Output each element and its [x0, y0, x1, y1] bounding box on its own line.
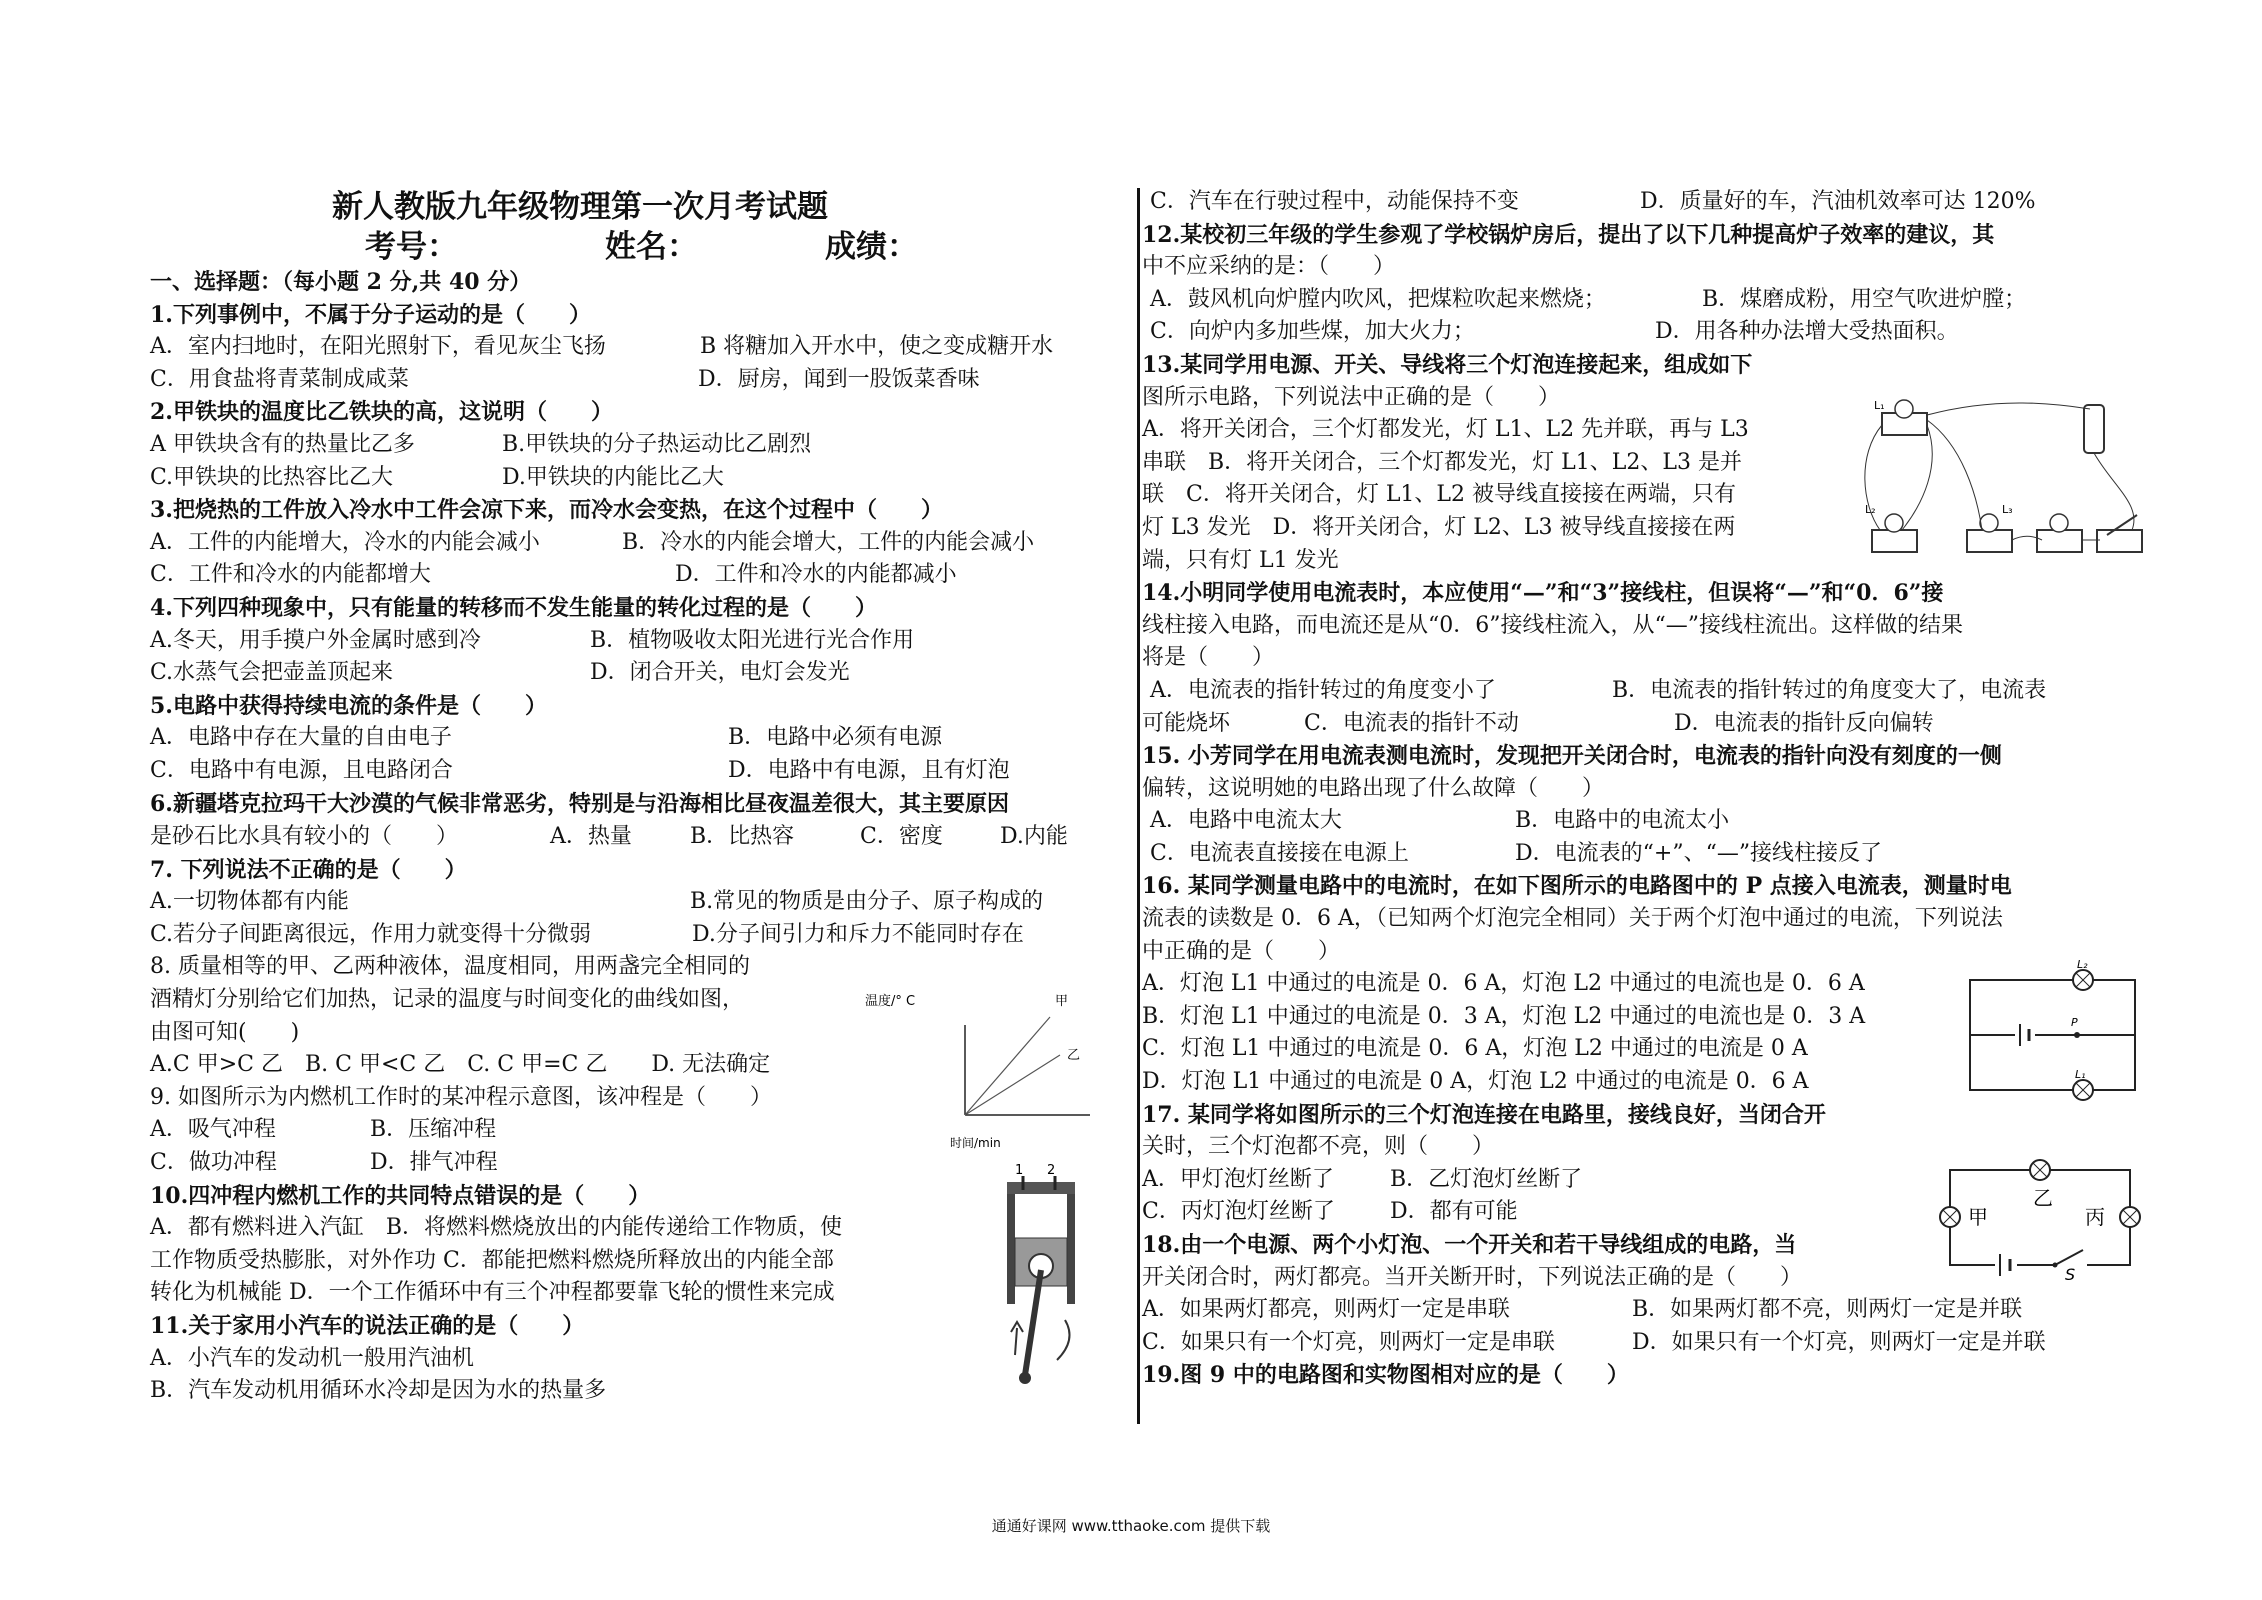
q8-options: A.C 甲>C 乙 B. C 甲<C 乙 C. C 甲=C 乙 D. 无法确定 [150, 1052, 771, 1078]
q12-options-row2 [1142, 316, 2142, 349]
q6-option-d: D.内能 [1000, 824, 1068, 850]
q15-options-row1 [1142, 805, 2142, 838]
temperature-time-graph [855, 985, 1095, 1150]
q16-option-d: D．灯泡 L1 中通过的电流是 0 A，灯泡 L2 中通过的电流是 0．6 A [1142, 1069, 1809, 1095]
question-6-line1 [150, 788, 1135, 822]
exam-no-label: 考号： [365, 229, 458, 265]
q13-text-line3: A．将开关闭合，三个灯都发光，灯 L1、L2 先并联，再与 L3 [1142, 417, 1749, 443]
question-13-line2: 图所示电路，下列说法中正确的是（ ） [1142, 384, 1561, 410]
q3-option-a: A．工件的内能增大，冷水的内能会减小 [150, 529, 540, 555]
question-14-line2: 线柱接入电路，而电流还是从“0．6”接线柱流入，从“—”接线柱流出。这样做的结果 [1142, 612, 1963, 638]
cylinder-wall-right [1067, 1194, 1075, 1304]
q12-option-c: C．向炉内多加些煤，加大火力； [1150, 319, 1475, 345]
lamp-l2-bulb [1885, 514, 1903, 532]
q18-option-c: C．如果只有一个灯亮，则两灯一定是串联 [1142, 1329, 1555, 1355]
q14-option-d: D．电流表的指针反向偏转 [1674, 710, 1934, 736]
lamp-l3-bulb [1980, 514, 1998, 532]
lamp-jia-label: 甲 [1968, 1205, 1988, 1229]
lamp-l2-label: L₂ [1865, 503, 1876, 516]
q11-option-c: C．汽车在行驶过程中，动能保持不变 [1150, 189, 1519, 214]
q10-options-line3: 转化为机械能 D．一个工作循环中有三个冲程都要靠飞轮的惯性来完成 [150, 1280, 835, 1306]
q5-option-c: C．电路中有电源，且电路闭合 [150, 757, 453, 783]
q1-option-d: D．厨房，闻到一股饭菜香味 [698, 366, 980, 392]
question-12-line1: 12.某校初三年级的学生参观了学校锅炉房后，提出了以下几种提高炉子效率的建议，其 [1142, 221, 1995, 248]
q4-option-d: D．闭合开关，电灯会发光 [590, 660, 850, 686]
q4-options-row2 [150, 657, 1135, 690]
question-16-line2: 流表的读数是 0．6 A，（已知两个灯泡完全相同）关于两个灯泡中通过的电流，下列说法 [1142, 906, 2003, 932]
q1-option-a: A．室内扫地时，在阳光照射下，看见灰尘飞扬 [150, 334, 606, 360]
q10-options-line1: A．都有燃料进入汽缸 B．将燃料燃烧放出的内能传递给工作物质，使 [150, 1215, 843, 1241]
q16-option-a: A．灯泡 L1 中通过的电流是 0．6 A，灯泡 L2 中通过的电流也是 0．6 A [1142, 971, 1865, 997]
question-14-line3: 将是（ ） [1142, 645, 1275, 671]
q3-option-b: B．冷水的内能会增大，工件的内能会减小 [622, 529, 1035, 555]
q16-option-c: C．灯泡 L1 中通过的电流是 0．6 A，灯泡 L2 中通过的电流是 0 A [1142, 1036, 1808, 1062]
q11-option-b: B．汽车发动机用循环水冷却是因为水的热量多 [150, 1378, 607, 1404]
switch-pivot [2053, 1263, 2058, 1268]
graph-x-label: 时间/min [950, 1136, 1001, 1150]
question-6-text: 6.新疆塔克拉玛干大沙漠的气候非常恶劣，特别是与沿海相比昼夜温差很大，其主要原因 [150, 790, 1009, 817]
cylinder-head [1007, 1182, 1075, 1194]
lamp-l1-label: L₁ [1874, 399, 1885, 412]
lamp-4-base [2037, 530, 2082, 552]
rotation-arrow-icon [1057, 1320, 1070, 1360]
q15-option-b: B．电路中的电流太小 [1515, 808, 1730, 834]
q5-options-row2 [150, 755, 1135, 788]
lamp-4-bulb [2050, 514, 2068, 532]
q15-option-c: C．电流表直接接在电源上 [1150, 840, 1409, 866]
question-12-line2: 中不应采纳的是：（ ） [1142, 254, 1396, 280]
name-label: 姓名： [605, 229, 698, 265]
q13-text-line4: 串联 B．将开关闭合，三个灯都发光，灯 L1、L2、L3 是并 [1142, 449, 1742, 475]
q6-option-a: A．热量 [550, 824, 632, 850]
q7-option-a: A.一切物体都有内能 [150, 889, 349, 915]
q14-option-c: C．电流表的指针不动 [1304, 710, 1519, 736]
graph-y-label: 温度/° C [865, 994, 916, 1009]
lamp-yi-label: 乙 [2033, 1186, 2053, 1210]
q2-option-b: B.甲铁块的分子热运动比乙剧烈 [502, 431, 812, 457]
q11-option-a: A．小汽车的发动机一般用汽油机 [150, 1345, 474, 1371]
q14-option-a: A．电流表的指针转过的角度变小了 [1150, 677, 1496, 703]
question-16-line1: 16. 某同学测量电路中的电流时，在如下图所示的电路图中的 P 点接入电流表，测量时电 [1142, 873, 2012, 900]
lamp-l1-label: L₁ [2075, 1068, 2086, 1081]
q17-option-c: C．丙灯泡灯丝断了 [1142, 1199, 1335, 1225]
q14-options-row1 [1142, 675, 2142, 708]
q11-options-cd [1142, 186, 2142, 219]
q13-text-line5: 联 C．将开关闭合，灯 L1、L2 被导线直接接在两端，只有 [1142, 482, 1737, 508]
q15-option-d: D．电流表的“+”、“—”接线柱接反了 [1515, 840, 1883, 866]
score-label: 成绩： [825, 229, 918, 265]
q14-option-b: B．电流表的指针转过的角度变大了，电流表 [1612, 677, 2047, 703]
graph-line-yi [965, 1055, 1060, 1115]
q12-option-b: B．煤磨成粉，用空气吹进炉膛； [1702, 286, 2027, 312]
q7-options-row2 [150, 919, 1135, 952]
q16-circuit-diagram [1965, 960, 2145, 1105]
question-10: 10.四冲程内燃机工作的共同特点错误的是（ ） [150, 1182, 651, 1209]
q7-option-d: D.分子间引力和斥力不能同时存在 [692, 921, 1024, 947]
q4-option-b: B．植物吸收太阳光进行光合作用 [590, 627, 915, 653]
q15-option-a: A．电路中电流太大 [1150, 808, 1342, 834]
column-divider [1137, 188, 1140, 1424]
q5-options-row1 [150, 722, 1135, 755]
question-15-line2: 偏转，这说明她的电路出现了什么故障（ ） [1142, 775, 1605, 801]
q9-option-a: A．吸气冲程 [150, 1117, 276, 1143]
lamp-l2-base [1872, 530, 1917, 552]
question-4: 4.下列四种现象中，只有能量的转移而不发生能量的转化过程的是（ ） [150, 594, 877, 621]
q7-option-b: B.常见的物质是由分子、原子构成的 [690, 889, 1044, 915]
question-17-line2: 关时，三个灯泡都不亮，则（ ） [1142, 1134, 1495, 1160]
battery-icon [2084, 405, 2104, 453]
point-p-label: P [2071, 1016, 2078, 1029]
question-8-line3: 由图可知( ) [150, 1019, 300, 1045]
q10-options-line2: 工作物质受热膨胀，对外作功 C．都能把燃料燃烧所释放出的内能全部 [150, 1247, 834, 1273]
question-3: 3.把烧热的工件放入冷水中工件会凉下来，而冷水会变热，在这个过程中（ ） [150, 497, 943, 524]
switch-lever [2107, 515, 2137, 535]
q2-options-row2 [150, 462, 1135, 495]
q9-option-d: D．排气冲程 [370, 1150, 498, 1176]
q9-option-c: C．做功冲程 [150, 1150, 277, 1176]
question-17-line1: 17. 某同学将如图所示的三个灯泡连接在电路里，接线良好，当闭合开 [1142, 1101, 1826, 1128]
q12-options-row1 [1142, 284, 2142, 317]
q15-options-row2 [1142, 838, 2142, 871]
question-13-line1: 13.某同学用电源、开关、导线将三个灯泡连接起来，组成如下 [1142, 351, 1753, 378]
switch-base [2097, 530, 2142, 552]
graph-label-yi: 乙 [1067, 1048, 1081, 1063]
q1-options-row1 [150, 331, 1135, 364]
question-1: 1.下列事例中，不属于分子运动的是（ ） [150, 301, 591, 328]
q3-option-d: D．工件和冷水的内能都减小 [675, 562, 957, 588]
engine-valve-2-label: 2 [1047, 1163, 1056, 1178]
battery-gap [2015, 1025, 2035, 1045]
q18-option-b: B．如果两灯都不亮，则两灯一定是并联 [1632, 1297, 2023, 1323]
q13-text-line7: 端，只有灯 L1 发光 [1142, 547, 1339, 573]
q6-stem-end: 是砂石比水具有较小的（ ） [150, 824, 459, 850]
q2-option-c: C.甲铁块的比热容比乙大 [150, 464, 394, 490]
battery-gap [1995, 1255, 2017, 1275]
q3-options-row1 [150, 527, 1135, 560]
wire [1927, 403, 2090, 415]
question-8-line2: 酒精灯分别给它们加热，记录的温度与时间变化的曲线如图， [150, 987, 745, 1013]
q17-option-a: A．甲灯泡灯丝断了 [1142, 1166, 1334, 1192]
q5-option-d: D．电路中有电源，且有灯泡 [728, 757, 1010, 783]
q18-option-a: A．如果两灯都亮，则两灯一定是串联 [1142, 1297, 1510, 1323]
q7-option-c: C.若分子间距离很远，作用力就变得十分微弱 [150, 921, 592, 947]
q18-options-row2 [1142, 1327, 2142, 1360]
wire [1902, 425, 1932, 530]
cylinder-wall-left [1007, 1194, 1015, 1304]
question-9: 9. 如图所示为内燃机工作时的某冲程示意图，该冲程是（ ） [150, 1084, 772, 1110]
switch-s-label: S [2065, 1265, 2076, 1280]
q6-option-b: B．比热容 [690, 824, 795, 850]
lamp-l3-base [1967, 530, 2012, 552]
engine-valve-1-label: 1 [1015, 1163, 1024, 1178]
q9-options-row2 [150, 1147, 1135, 1180]
q12-option-d: D．用各种办法增大受热面积。 [1655, 319, 1959, 345]
point-p [2074, 1032, 2080, 1038]
q14-option-b-end: 可能烧坏 [1142, 710, 1231, 736]
page-footer: 通通好课网 www.tthaoke.com 提供下载 [991, 1517, 1271, 1535]
q11-option-d: D．质量好的车，汽油机效率可达 120% [1640, 189, 2036, 214]
section-heading: 一、选择题：（每小题 2 分,共 40 分） [150, 269, 532, 295]
lamp-l2-label: L₂ [2077, 960, 2088, 971]
q17-option-d: D．都有可能 [1390, 1199, 1518, 1225]
q5-option-a: A．电路中存在大量的自由电子 [150, 725, 452, 751]
q18-options-row1 [1142, 1294, 2142, 1327]
question-11: 11.关于家用小汽车的说法正确的是（ ） [150, 1313, 585, 1339]
q4-option-a: A.冬天，用手摸户外金属时感到冷 [150, 627, 481, 653]
q1-option-b: B 将糖加入开水中，使之变成糖开水 [700, 334, 1054, 360]
arrow-up-icon [1015, 1328, 1017, 1355]
q2-option-d: D.甲铁块的内能比乙大 [502, 464, 724, 490]
q4-option-c: C.水蒸气会把壶盖顶起来 [150, 660, 394, 686]
crank-pin [1019, 1372, 1031, 1384]
q13-circuit-diagram [1862, 395, 2147, 570]
q2-option-a: A 甲铁块含有的热量比乙多 [150, 431, 415, 457]
question-2: 2.甲铁块的温度比乙铁块的高，这说明（ ） [150, 399, 613, 426]
question-6-line2 [150, 821, 1135, 854]
exam-header-fields [150, 228, 1135, 266]
q5-option-b: B．电路中必须有电源 [728, 725, 943, 751]
question-15-line1: 15. 小芳同学在用电流表测电流时，发现把开关闭合时，电流表的指针向没有刻度的一侧 [1142, 743, 2002, 770]
q9-option-b: B．压缩冲程 [370, 1117, 497, 1143]
question-8-line1: 8. 质量相等的甲、乙两种液体，温度相同，用两盏完全相同的 [150, 954, 750, 980]
question-18-line1: 18.由一个电源、两个小灯泡、一个开关和若干导线组成的电路，当 [1142, 1232, 1797, 1258]
q13-text-line6: 灯 L3 发光 D．将开关闭合，灯 L2、L3 被导线直接接在两 [1142, 514, 1736, 540]
q3-option-c: C．工件和冷水的内能都增大 [150, 562, 431, 588]
question-18-line2: 开关闭合时，两灯都亮。当开关断开时，下列说法正确的是（ ） [1142, 1264, 1803, 1290]
lamp-l3-label: L₃ [2002, 503, 2013, 516]
question-16-line3: 中正确的是（ ） [1142, 938, 1341, 964]
wire [2094, 453, 2134, 530]
question-5: 5.电路中获得持续电流的条件是（ ） [150, 692, 547, 719]
q6-option-c: C．密度 [860, 824, 943, 850]
lamp-bing-label: 丙 [2085, 1205, 2105, 1229]
q12-option-a: A．鼓风机向炉膛内吹风，把煤粒吹起来燃烧； [1150, 286, 1606, 312]
q7-options-row1 [150, 886, 1135, 919]
lamp-l1-bulb [1895, 400, 1913, 418]
q1-options-row2 [150, 364, 1135, 397]
q2-options-row1 [150, 429, 1135, 462]
question-7: 7. 下列说法不正确的是（ ） [150, 856, 467, 883]
q18-option-d: D．如果只有一个灯亮，则两灯一定是并联 [1632, 1329, 2046, 1355]
q16-option-b: B．灯泡 L1 中通过的电流是 0．3 A，灯泡 L2 中通过的电流也是 0．3 A [1142, 1003, 1866, 1029]
q17-circuit-diagram [1935, 1150, 2145, 1280]
graph-label-jia: 甲 [1055, 994, 1069, 1009]
question-14-line1: 14.小明同学使用电流表时，本应使用“—”和“3”接线柱，但误将“—”和“0．6”接 [1142, 580, 1944, 607]
left-column [150, 186, 1135, 1408]
page-title: 新人教版九年级物理第一次月考试题 [332, 189, 828, 225]
graph-line-jia [965, 1017, 1050, 1115]
q17-option-b: B．乙灯泡灯丝断了 [1390, 1166, 1583, 1192]
q3-options-row2 [150, 559, 1135, 592]
q4-options-row1 [150, 625, 1135, 658]
question-19: 19.图 9 中的电路图和实物图相对应的是（ ） [1142, 1362, 1629, 1389]
q14-options-row2 [1142, 708, 2142, 741]
wire [1927, 420, 1982, 530]
q1-option-c: C．用食盐将青菜制成咸菜 [150, 366, 409, 392]
engine-stroke-diagram [995, 1160, 1105, 1405]
